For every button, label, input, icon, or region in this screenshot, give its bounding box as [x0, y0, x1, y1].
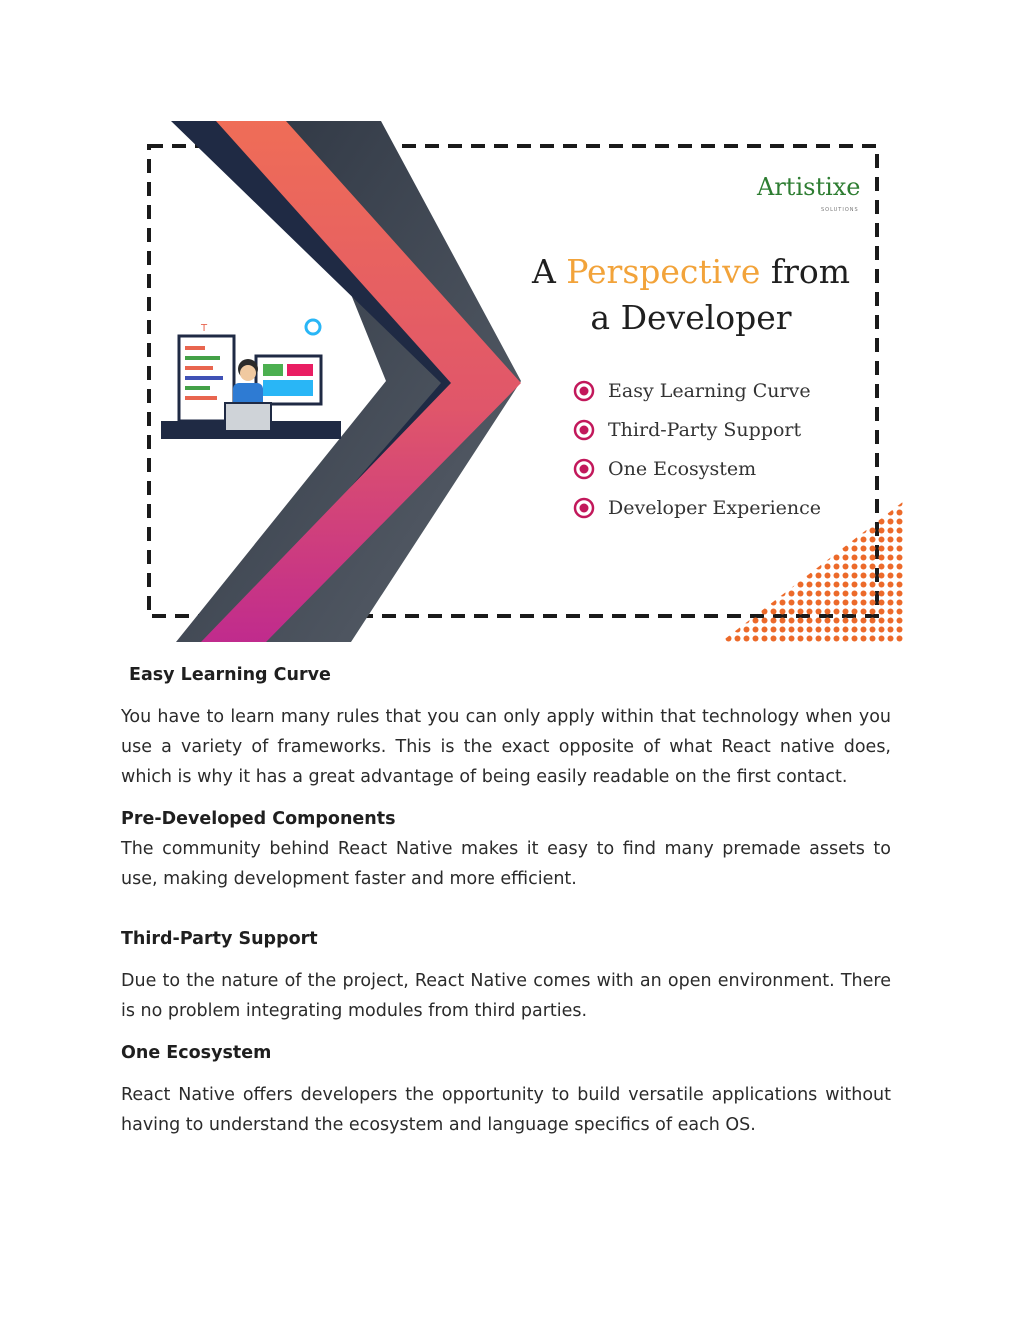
feature-label: Easy Learning Curve	[608, 379, 811, 402]
section-heading: Pre-Developed Components	[121, 809, 396, 829]
developer-illustration	[161, 320, 341, 439]
target-icon	[573, 419, 595, 441]
feature-list	[573, 371, 821, 527]
section-paragraph: React Native offers developers the opportunity to build versatile applications without having to understand the ecosystem and language specifics of each OS.	[121, 1085, 891, 1135]
svg-text:T: T	[201, 323, 208, 334]
headline-line2: a Developer	[590, 298, 792, 337]
target-icon	[573, 380, 595, 402]
feature-item	[573, 488, 821, 527]
logo-subtitle: SOLUTIONS	[821, 207, 859, 213]
feature-item	[573, 449, 821, 488]
section-heading: One Ecosystem	[121, 1043, 272, 1063]
feature-label: Third-Party Support	[608, 418, 802, 441]
section-paragraph: Due to the nature of the project, React Native comes with an open environment. There is no problem integrating modules from third parties.	[121, 971, 891, 1021]
feature-item	[573, 410, 821, 449]
section-heading: Third-Party Support	[121, 929, 318, 949]
feature-item	[573, 371, 821, 410]
headline-highlight: Perspective	[566, 252, 761, 291]
brand-logo	[757, 173, 861, 201]
target-icon	[573, 458, 595, 480]
logo-text: Artistixe	[757, 173, 861, 201]
hero-banner-image	[121, 121, 904, 642]
section-heading: Easy Learning Curve	[129, 665, 331, 685]
headline-part1: A	[531, 252, 567, 291]
target-icon	[573, 497, 595, 519]
feature-label: One Ecosystem	[608, 457, 757, 480]
headline-part2: from	[760, 252, 851, 291]
section-paragraph: The community behind React Native makes it easy to find many premade assets to use, making development faster and more efficient.	[121, 839, 891, 889]
banner-headline	[521, 249, 861, 341]
article-content	[121, 660, 891, 1140]
feature-label: Developer Experience	[608, 496, 822, 519]
section-paragraph: You have to learn many rules that you can only apply within that technology when you use a variety of frameworks. This is the exact opposite of what React native does, which is why it has a great advantage of being easily readable on the first contact.	[121, 707, 891, 787]
